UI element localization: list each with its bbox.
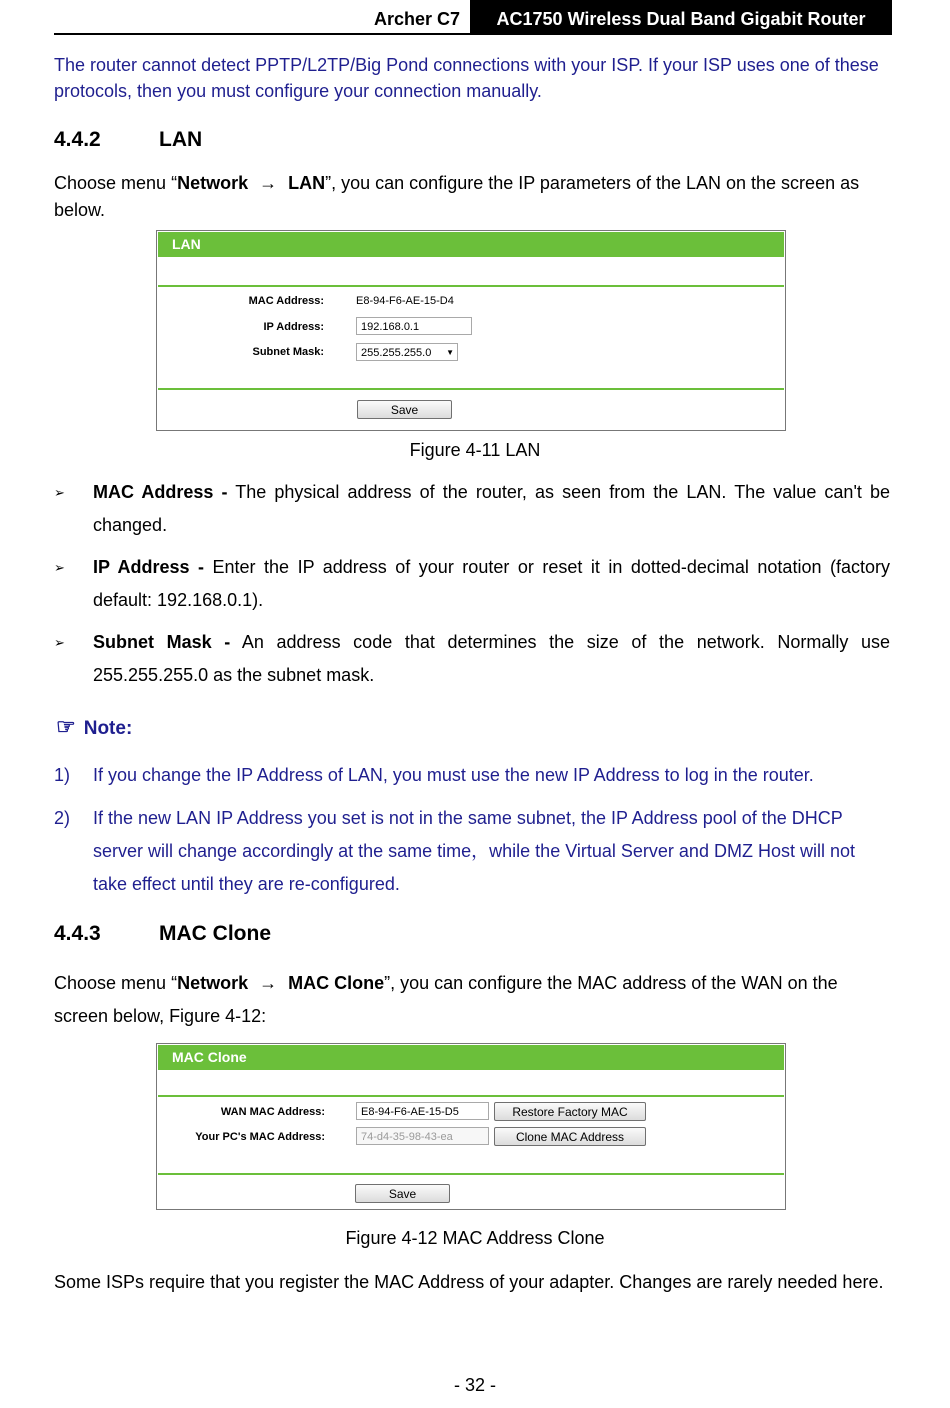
- subnet-mask-label: Subnet Mask:: [252, 346, 324, 358]
- menu-lan: LAN: [288, 173, 326, 193]
- mac-address-value: E8-94-F6-AE-15-D4: [356, 295, 454, 307]
- text-run: ”, you can configure the IP parameters of the LAN on the screen as below.: [54, 173, 860, 220]
- pointing-hand-icon: ☞: [56, 714, 76, 739]
- bullet-mac-address: [54, 476, 890, 542]
- bullet-text: [93, 476, 890, 542]
- panel-title-bar: LAN: [158, 232, 784, 257]
- wan-mac-input[interactable]: E8-94-F6-AE-15-D5: [356, 1102, 489, 1120]
- note-item-2: [54, 802, 892, 901]
- bullet-ip-address: [54, 551, 890, 617]
- menu-mac-clone: MAC Clone: [288, 973, 385, 993]
- chevron-down-icon: ▼: [446, 348, 454, 357]
- lan-settings-panel: [156, 230, 786, 431]
- mac-intro-paragraph: [54, 967, 892, 1033]
- note-text: If the new LAN IP Address you set is not in the same subnet, the IP Address pool of the DHCP server will change accordingly at the same time，while the Virtual Server and DMZ Host will not take effect until they are re-configured.: [93, 808, 855, 894]
- bullet-text: [93, 551, 890, 617]
- note-item-1: [54, 759, 892, 792]
- note-heading: [56, 714, 132, 740]
- figure-caption-lan: Figure 4-11 LAN: [409, 440, 541, 460]
- wan-mac-label: WAN MAC Address:: [220, 1106, 325, 1118]
- pc-mac-label: Your PC's MAC Address:: [195, 1131, 325, 1143]
- section-title: MAC Clone: [159, 922, 271, 945]
- pc-mac-input: 74-d4-35-98-43-ea: [356, 1127, 489, 1145]
- note-number: 1): [54, 765, 71, 785]
- section-title: LAN: [159, 128, 203, 151]
- subnet-mask-select[interactable]: [356, 343, 458, 361]
- bullet-desc: The physical address of the router, as seen from the LAN. The value can't be changed.: [93, 482, 890, 535]
- bullet-term: IP Address -: [93, 557, 205, 577]
- panel-divider: [158, 1095, 784, 1097]
- mac-outro-paragraph: Some ISPs require that you register the MAC Address of your adapter. Changes are rarely needed here.: [54, 1272, 884, 1292]
- figure-caption-mac-clone: Figure 4-12 MAC Address Clone: [345, 1228, 605, 1248]
- section-heading-mac-clone: [54, 922, 271, 946]
- intro-paragraph: The router cannot detect PPTP/L2TP/Big Pond connections with your ISP. If your ISP uses one of these protocols, then you must configure your connection manually.: [54, 55, 879, 101]
- ip-address-label: IP Address:: [263, 321, 324, 333]
- bullet-subnet-mask: [54, 626, 890, 692]
- ip-address-input[interactable]: 192.168.0.1: [356, 317, 472, 335]
- text-run: ”, you can configure the MAC address of the WAN on the screen below, Figure 4-12:: [54, 973, 838, 1026]
- bullet-term: Subnet Mask -: [93, 632, 231, 652]
- save-button[interactable]: Save: [355, 1184, 450, 1203]
- bullet-desc: Enter the IP address of your router or reset it in dotted-decimal notation (factory default: 192.168.0.1).: [93, 557, 890, 610]
- arrow-icon: →: [259, 173, 278, 193]
- subnet-mask-value: 255.255.255.0: [361, 347, 432, 359]
- menu-network: Network: [177, 973, 249, 993]
- arrowhead-bullet-icon: ➢: [54, 635, 65, 650]
- text-run: Choose menu “: [54, 973, 178, 993]
- note-text: If you change the IP Address of LAN, you must use the new IP Address to log in the router.: [93, 765, 814, 785]
- panel-divider: [158, 388, 784, 390]
- save-button[interactable]: Save: [357, 400, 452, 419]
- menu-network: Network: [177, 173, 249, 193]
- section-number: 4.4.2: [54, 128, 101, 151]
- bullet-desc: An address code that determines the size of the network. Normally use 255.255.255.0 as the subnet mask.: [93, 632, 890, 685]
- page-number: - 32 -: [453, 1375, 496, 1395]
- note-number: 2): [54, 808, 71, 828]
- section-heading-lan: [54, 128, 202, 152]
- mac-clone-panel: [156, 1043, 786, 1210]
- lan-intro-paragraph: [54, 170, 892, 224]
- header-product: AC1750 Wireless Dual Band Gigabit Router: [470, 0, 892, 33]
- arrowhead-bullet-icon: ➢: [54, 485, 65, 500]
- panel-divider: [158, 285, 784, 287]
- text-run: Choose menu “: [54, 173, 178, 193]
- mac-address-label: MAC Address:: [248, 295, 324, 307]
- bullet-term: MAC Address -: [93, 482, 228, 502]
- header-model: Archer C7: [373, 9, 460, 29]
- note-title: Note:: [83, 718, 133, 739]
- clone-mac-address-button[interactable]: Clone MAC Address: [494, 1127, 646, 1146]
- arrow-icon: →: [259, 973, 278, 993]
- bullet-text: [93, 626, 890, 692]
- arrowhead-bullet-icon: ➢: [54, 560, 65, 575]
- page-header: [54, 0, 892, 35]
- section-number: 4.4.3: [54, 922, 101, 945]
- restore-factory-mac-button[interactable]: Restore Factory MAC: [494, 1102, 646, 1121]
- panel-title-bar: MAC Clone: [158, 1045, 784, 1070]
- panel-divider: [158, 1173, 784, 1175]
